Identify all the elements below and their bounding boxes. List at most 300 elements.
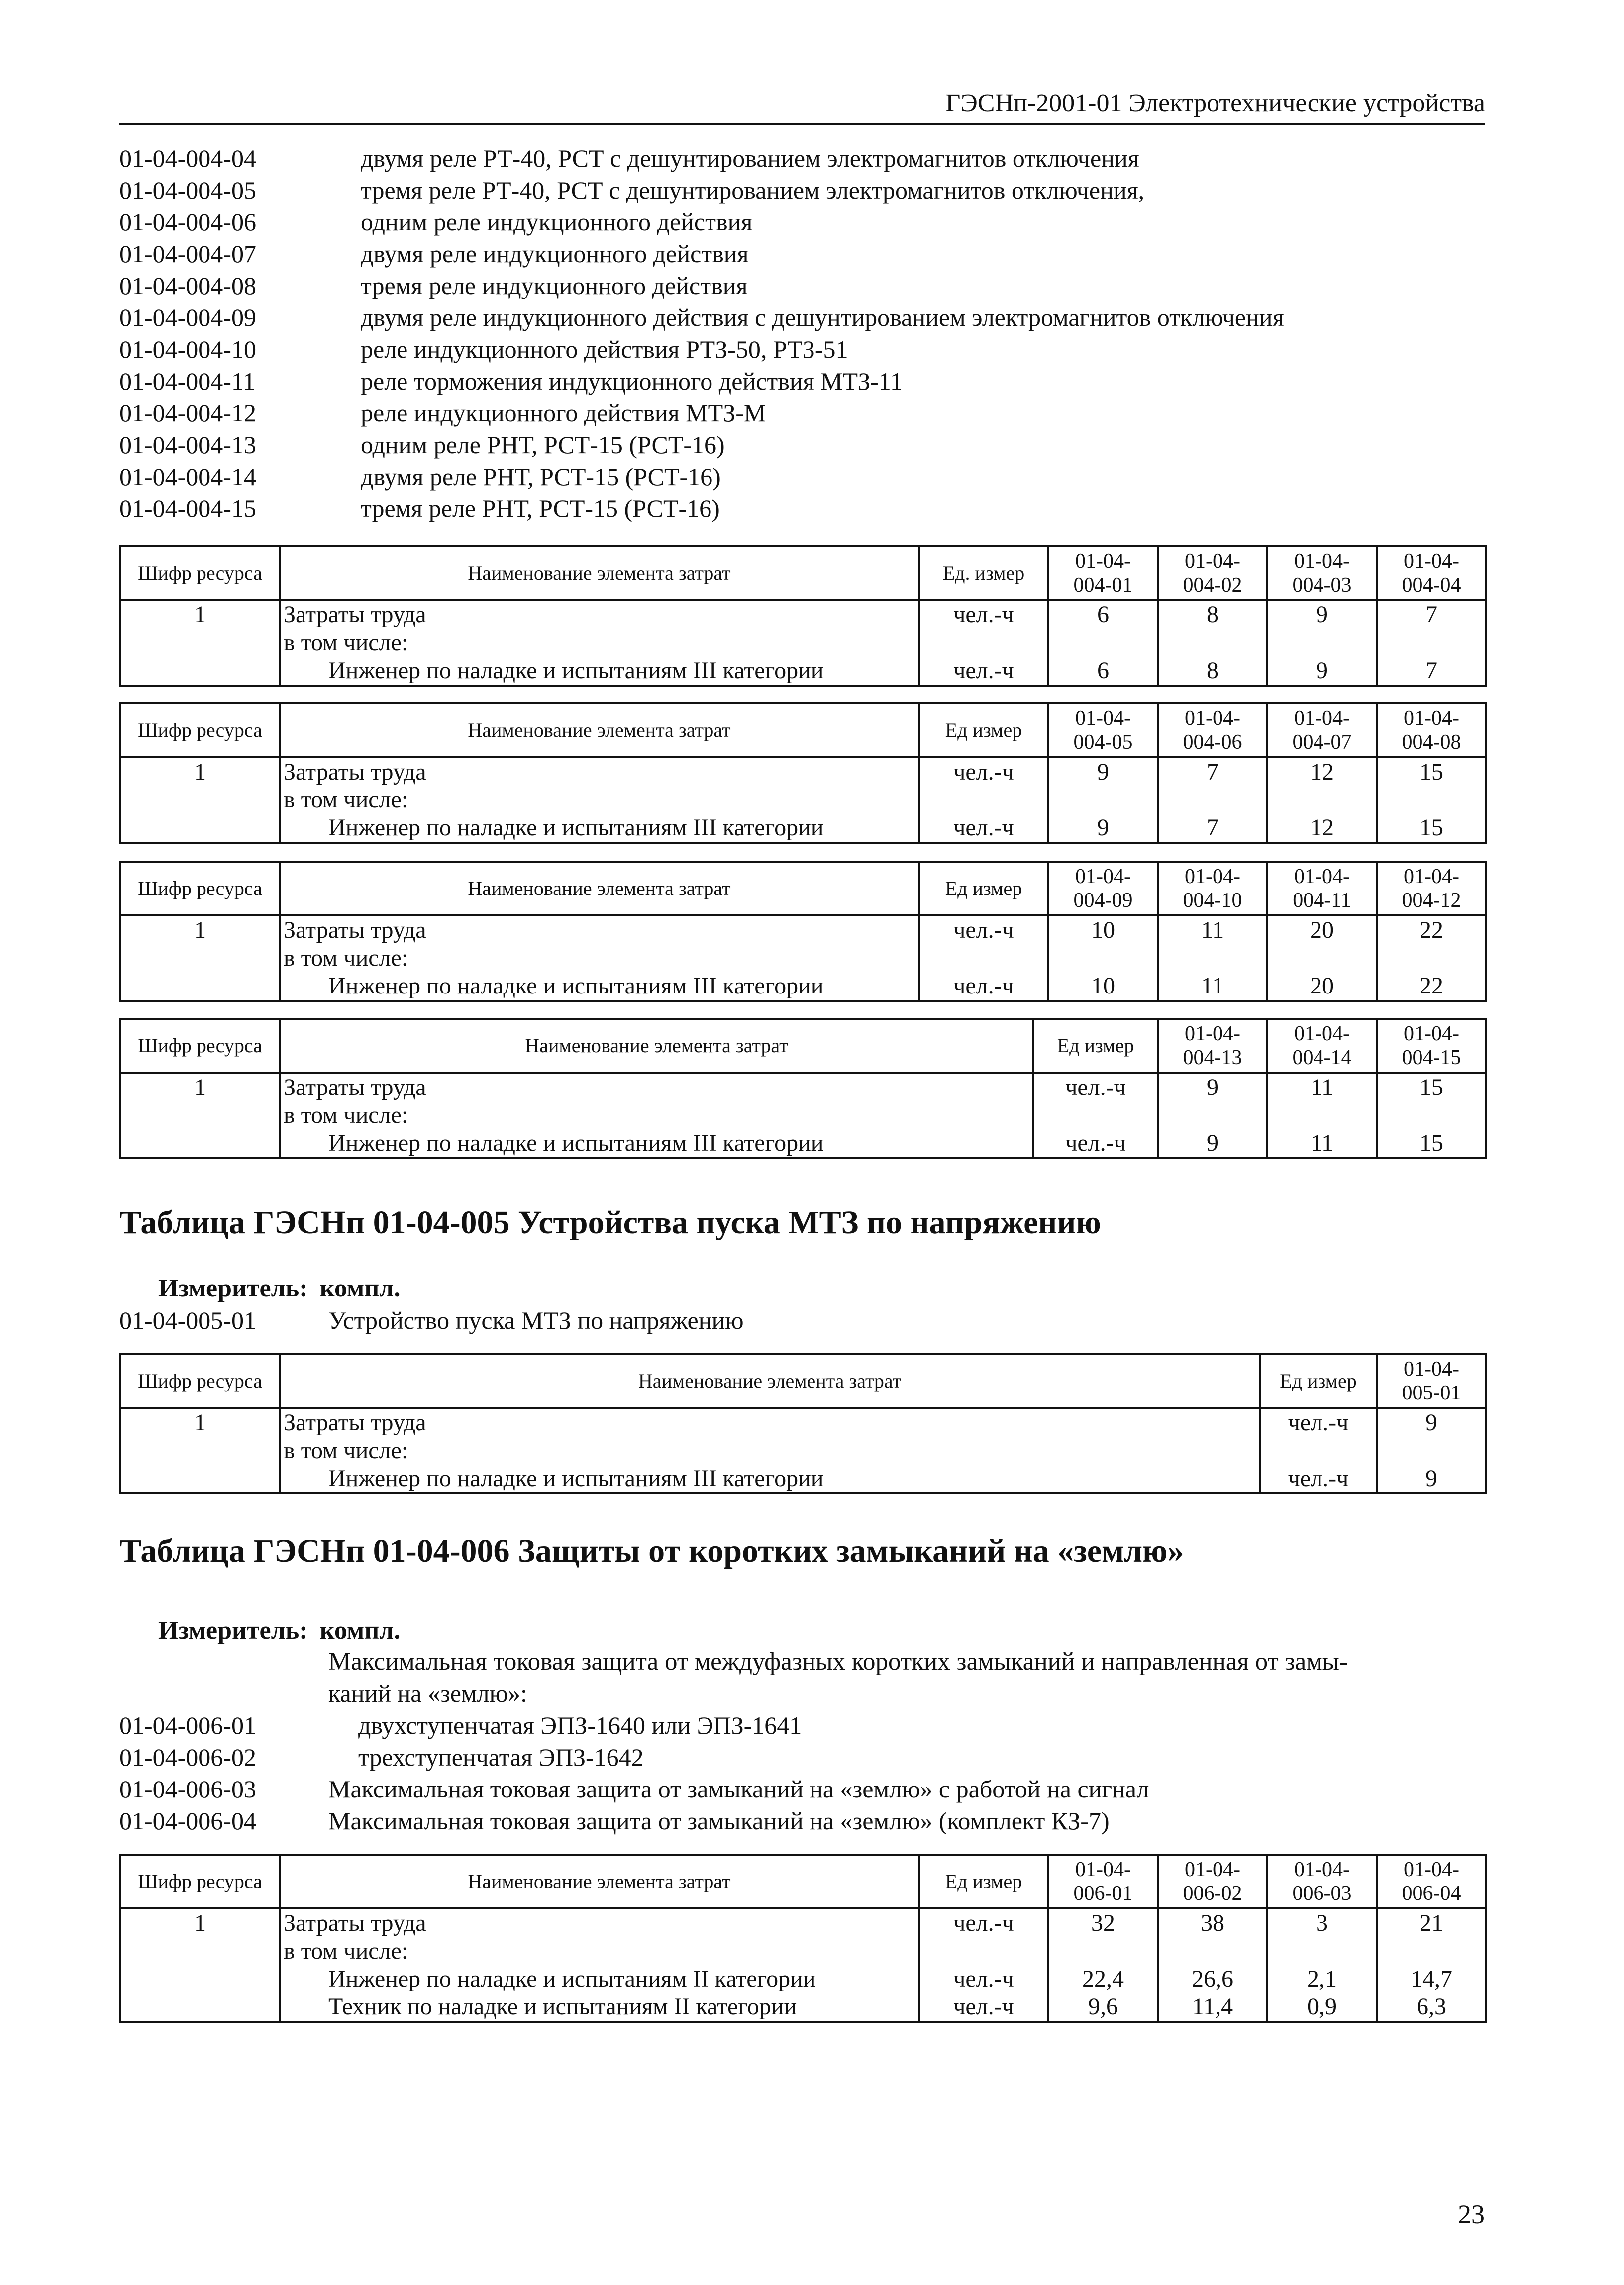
blank [1381,1101,1482,1129]
engineer-value: 7 [1207,814,1218,841]
norm-code-part: 004-15 [1402,1046,1461,1069]
norm-code: 01-04-004-09 [119,303,256,331]
list-item [119,1805,1485,1837]
element-name-cell [280,915,919,1001]
table-row [120,1073,1486,1158]
labor-value: 12 [1310,759,1334,785]
column-header-norm [1048,546,1158,600]
engineer-value: 11 [1310,1130,1334,1156]
unit-value: чел.-ч [953,1993,1014,2020]
blank [1162,1101,1263,1129]
unit-value [1037,1101,1154,1129]
norm-desc: тремя реле РНТ, РСТ-15 (РСТ-16) [361,495,720,522]
norm-code-part: 006-02 [1183,1882,1242,1905]
norm-code-part: 004-01 [1073,574,1133,596]
list-item [119,174,1485,206]
column-header-element: Наименование элемента затрат [280,1855,919,1908]
column-header-norm [1048,703,1158,757]
element-name: Инженер по наладке и испытаниям II категории [328,1966,816,1992]
norm-code-part: 01-04- [1404,550,1459,573]
column-header-norm [1377,1019,1486,1073]
resource-cipher-cell [120,1073,280,1158]
column-header-cipher: Шифр ресурса [120,1019,280,1073]
table-row [120,600,1486,686]
resource-table-005 [119,1353,1487,1494]
norm-code-part: 006-04 [1402,1882,1461,1905]
engineer-value: 2,1 [1307,1966,1337,1992]
list-item [119,429,1485,461]
engineer-value: 26,6 [1192,1966,1233,1992]
blank [1162,629,1263,657]
intro-006 [328,1646,1485,1709]
header-row [120,1019,1486,1073]
engineer-value: 11 [1201,973,1224,999]
norm-desc: реле индукционного действия МТЗ-М [361,399,766,427]
column-header-cipher: Шифр ресурса [120,703,280,757]
norm-code-part: 004-03 [1292,574,1352,596]
list-item [119,333,1485,365]
norm-code-part: 004-08 [1402,731,1461,754]
resource-cipher-cell [120,915,280,1001]
labor-value: 9 [1316,601,1328,628]
norm-list-006 [119,1709,1485,1837]
norm-code-part: 01-04- [1294,865,1350,888]
element-name: Затраты труда [284,759,426,785]
unit-cell [1033,1073,1158,1158]
unit-cell [919,600,1048,686]
engineer-value: 9 [1425,1465,1437,1491]
value-cell [1048,600,1158,686]
column-header-norm [1048,862,1158,915]
value-cell [1267,915,1377,1001]
blank [1381,786,1482,814]
norm-code-part: 01-04- [1404,707,1459,730]
section-005-title: Таблица ГЭСНп 01-04-005 Устройства пуска МТЗ по напряжению [119,1204,1101,1241]
norm-list-004 [119,142,1485,524]
norm-code-part: 004-05 [1073,731,1133,754]
column-header-norm [1377,546,1486,600]
value-cell [1158,757,1267,843]
labor-value: 7 [1425,601,1437,628]
engineer-value: 9 [1316,657,1328,684]
element-name: Инженер по наладке и испытаниям III категории [328,657,824,684]
blank [1381,1437,1482,1465]
labor-value: 6 [1097,601,1109,628]
labor-value: 7 [1207,759,1218,785]
page-number: 23 [1458,2199,1485,2229]
column-header-norm [1377,862,1486,915]
blank [1052,786,1154,814]
technician-value: 9,6 [1088,1993,1118,2020]
resource-table-006 [119,1854,1487,2023]
norm-code: 01-04-004-08 [119,272,256,299]
labor-value: 8 [1207,601,1218,628]
labor-value: 22 [1420,917,1443,943]
norm-code-part: 01-04- [1404,1358,1459,1381]
column-header-norm [1377,1855,1486,1908]
norm-desc: двумя реле индукционного действия с дешунтированием электромагнитов отключения [361,303,1284,331]
norm-code-part: 01-04- [1294,707,1350,730]
blank [1052,629,1154,657]
list-item [119,493,1485,524]
value-cell [1377,1908,1486,2022]
unit-value [923,944,1044,972]
element-name: Инженер по наладке и испытаниям III категории [328,1130,824,1156]
norm-code-part: 01-04- [1185,707,1240,730]
labor-value: 9 [1425,1409,1437,1436]
value-cell [1267,1908,1377,2022]
element-name: Инженер по наладке и испытаниям III категории [328,1465,824,1491]
unit-value [923,786,1044,814]
norm-code-part: 006-03 [1292,1882,1352,1905]
column-header-norm [1158,1019,1267,1073]
norm-code-part: 01-04- [1294,550,1350,573]
unit-value: чел.-ч [953,1910,1014,1936]
header-row [120,1855,1486,1908]
element-name: в том числе: [284,1938,408,1964]
column-header-unit: Ед измер [1260,1354,1377,1408]
running-header: ГЭСНп-2001-01 Электротехнические устройства [119,84,1485,125]
blank [1271,944,1373,972]
list-item [119,206,1485,238]
norm-code-part: 004-13 [1183,1046,1242,1069]
header-row [120,1354,1486,1408]
labor-value: 10 [1091,917,1115,943]
norm-code-part: 004-06 [1183,731,1242,754]
value-cell [1267,600,1377,686]
element-name: Затраты труда [284,1074,426,1100]
unit-cell [919,1908,1048,2022]
resource-table-004-05-08 [119,702,1487,844]
labor-value: 15 [1420,759,1443,785]
resource-cipher: 1 [194,1910,206,1936]
norm-code: 01-04-004-07 [119,240,256,268]
technician-value: 6,3 [1417,1993,1446,2020]
value-cell [1377,757,1486,843]
element-name: Затраты труда [284,1910,426,1936]
norm-code-part: 01-04- [1075,865,1131,888]
norm-code: 01-04-006-01 [119,1711,256,1739]
norm-code-part: 01-04- [1404,1022,1459,1045]
blank [1162,786,1263,814]
norm-code-part: 004-12 [1402,889,1461,912]
engineer-value: 12 [1310,814,1334,841]
blank [1052,944,1154,972]
labor-value: 20 [1310,917,1334,943]
value-cell [1267,1073,1377,1158]
engineer-value: 15 [1420,1130,1443,1156]
engineer-value: 15 [1420,814,1443,841]
unit-value: чел.-ч [953,657,1014,684]
norm-code-part: 01-04- [1404,865,1459,888]
resource-cipher-cell [120,1408,280,1493]
list-item [119,301,1485,333]
column-header-element: Наименование элемента затрат [280,703,919,757]
norm-code: 01-04-004-10 [119,335,256,363]
element-name: Затраты труда [284,917,426,943]
value-cell [1048,915,1158,1001]
value-cell [1377,915,1486,1001]
column-header-norm [1377,703,1486,757]
list-item [119,238,1485,270]
norm-desc: тремя реле РТ-40, РСТ с дешунтированием электромагнитов отключения, [361,176,1145,204]
labor-value: 9 [1097,759,1109,785]
norm-desc: трехступенчатая ЭПЗ-1642 [358,1743,644,1771]
norm-desc: двумя реле РНТ, РСТ-15 (РСТ-16) [361,463,721,491]
norm-code-part: 01-04- [1075,1858,1131,1881]
column-header-unit: Ед измер [1033,1019,1158,1073]
norm-code: 01-04-004-04 [119,144,256,172]
element-name: в том числе: [284,1437,408,1464]
unit-value [923,629,1044,657]
engineer-value: 22 [1420,973,1443,999]
section-006-title: Таблица ГЭСНп 01-04-006 Защиты от коротких замыканий на «землю» [119,1533,1184,1569]
list-item [119,397,1485,429]
norm-list-005 [119,1304,1485,1336]
unit-value [1264,1437,1373,1465]
list-item [119,1741,1485,1773]
norm-code-part: 01-04- [1185,1022,1240,1045]
blank [1162,944,1263,972]
value-cell [1377,1408,1486,1493]
column-header-element: Наименование элемента затрат [280,862,919,915]
value-cell [1158,600,1267,686]
element-name: Затраты труда [284,601,426,628]
labor-value: 3 [1316,1910,1328,1936]
engineer-value: 9 [1207,1130,1218,1156]
norm-code: 01-04-006-02 [119,1743,256,1771]
norm-desc: тремя реле индукционного действия [361,272,748,299]
table-row [120,1908,1486,2022]
engineer-value: 9 [1097,814,1109,841]
header-row [120,546,1486,600]
column-header-norm [1158,862,1267,915]
element-name-cell [280,757,919,843]
unit-value: чел.-ч [1065,1130,1126,1156]
norm-code: 01-04-004-06 [119,208,256,236]
value-cell [1377,600,1486,686]
blank [1271,629,1373,657]
column-header-norm [1158,546,1267,600]
element-name-cell [280,1908,919,2022]
column-header-norm [1267,1855,1377,1908]
intro-line: каний на «землю»: [328,1680,527,1707]
norm-desc: реле торможения индукционного действия МТЗ-11 [361,367,903,395]
column-header-norm [1267,546,1377,600]
element-name: в том числе: [284,787,408,813]
element-name: в том числе: [284,945,408,971]
element-name: Инженер по наладке и испытаниям III категории [328,973,824,999]
unit-value: чел.-ч [953,973,1014,999]
blank [1381,1937,1482,1965]
column-header-unit: Ед. измер [919,546,1048,600]
element-name: в том числе: [284,629,408,656]
measure-value: компл. [319,1616,401,1645]
element-name-cell [280,1073,1033,1158]
norm-code-part: 006-01 [1073,1882,1133,1905]
unit-cell [919,757,1048,843]
list-item [119,1773,1485,1805]
column-header-norm [1048,1855,1158,1908]
norm-code-part: 004-11 [1293,889,1351,912]
blank [1271,1101,1373,1129]
unit-cell [919,915,1048,1001]
norm-code-part: 004-04 [1402,574,1461,596]
element-name: в том числе: [284,1102,408,1128]
norm-desc: Устройство пуска МТЗ по напряжению [328,1306,744,1334]
norm-code-part: 01-04- [1294,1022,1350,1045]
norm-desc: Максимальная токовая защита от замыканий на «землю» с работой на сигнал [328,1775,1149,1803]
resource-cipher: 1 [194,601,206,628]
norm-code-part: 004-07 [1292,731,1352,754]
column-header-cipher: Шифр ресурса [120,546,280,600]
norm-code-part: 01-04- [1185,865,1240,888]
norm-code-part: 01-04- [1075,550,1131,573]
column-header-unit: Ед измер [919,1855,1048,1908]
measure-label: Измеритель: [158,1274,308,1302]
engineer-value: 20 [1310,973,1334,999]
resource-cipher-cell [120,1908,280,2022]
labor-value: 32 [1091,1910,1115,1936]
resource-cipher: 1 [194,759,206,785]
engineer-value: 8 [1207,657,1218,684]
unit-value: чел.-ч [1065,1074,1126,1100]
labor-value: 11 [1310,1074,1334,1100]
column-header-norm [1267,1019,1377,1073]
engineer-value: 22,4 [1082,1966,1124,1992]
blank [1381,629,1482,657]
resource-cipher: 1 [194,1074,206,1100]
column-header-norm [1158,1855,1267,1908]
list-item [119,461,1485,493]
element-name: Затраты труда [284,1409,426,1436]
column-header-norm [1267,703,1377,757]
norm-code: 01-04-004-12 [119,399,256,427]
column-header-unit: Ед измер [919,703,1048,757]
norm-code-part: 01-04- [1404,1858,1459,1881]
value-cell [1048,757,1158,843]
norm-desc: двумя реле РТ-40, РСТ с дешунтированием электромагнитов отключения [361,144,1139,172]
resource-table-004-09-12 [119,861,1487,1002]
unit-value: чел.-ч [953,601,1014,628]
value-cell [1158,1908,1267,2022]
measure-value: компл. [319,1274,401,1302]
element-name: Инженер по наладке и испытаниям III категории [328,814,824,841]
technician-value: 11,4 [1192,1993,1233,2020]
engineer-value: 6 [1097,657,1109,684]
norm-code-part: 004-02 [1183,574,1242,596]
norm-desc: Максимальная токовая защита от замыканий на «землю» (комплект КЗ-7) [328,1807,1110,1835]
column-header-cipher: Шифр ресурса [120,1354,280,1408]
resource-cipher: 1 [194,1409,206,1436]
norm-code-part: 01-04- [1185,550,1240,573]
column-header-cipher: Шифр ресурса [120,862,280,915]
header-row [120,862,1486,915]
blank [1381,944,1482,972]
resource-cipher-cell [120,600,280,686]
norm-desc: двумя реле индукционного действия [361,240,749,268]
column-header-element: Наименование элемента затрат [280,1019,1033,1073]
norm-code: 01-04-004-15 [119,495,256,522]
resource-cipher-cell [120,757,280,843]
element-name-cell [280,1408,1260,1493]
engineer-value: 10 [1091,973,1115,999]
list-item [119,365,1485,397]
norm-code: 01-04-004-14 [119,463,256,491]
value-cell [1267,757,1377,843]
measure-label: Измеритель: [158,1616,308,1645]
measure-005 [158,1274,400,1303]
element-name: Техник по наладке и испытаниям II категории [328,1993,797,2020]
labor-value: 38 [1201,1910,1224,1936]
list-item [119,142,1485,174]
blank [1052,1937,1154,1965]
norm-desc: двухступенчатая ЭПЗ-1640 или ЭПЗ-1641 [358,1711,802,1739]
norm-code-part: 01-04- [1185,1858,1240,1881]
list-item [119,270,1485,301]
unit-value: чел.-ч [953,1966,1014,1992]
norm-code-part: 01-04- [1075,707,1131,730]
table-row [120,915,1486,1001]
blank [1162,1937,1263,1965]
value-cell [1048,1908,1158,2022]
unit-value: чел.-ч [1288,1409,1349,1436]
norm-code-part: 005-01 [1402,1382,1461,1404]
column-header-norm [1158,703,1267,757]
resource-table-004-01-04 [119,545,1487,687]
unit-value: чел.-ч [953,814,1014,841]
unit-value: чел.-ч [1288,1465,1349,1491]
engineer-value: 7 [1425,657,1437,684]
column-header-unit: Ед измер [919,862,1048,915]
norm-desc: одним реле РНТ, РСТ-15 (РСТ-16) [361,431,725,459]
unit-cell [1260,1408,1377,1493]
labor-value: 11 [1201,917,1224,943]
value-cell [1158,1073,1267,1158]
norm-code-part: 01-04- [1294,1858,1350,1881]
norm-code-part: 004-10 [1183,889,1242,912]
value-cell [1377,1073,1486,1158]
norm-desc: реле индукционного действия РТЗ-50, РТЗ-51 [361,335,848,363]
norm-code: 01-04-004-11 [119,367,256,395]
table-row [120,1408,1486,1493]
blank [1271,1937,1373,1965]
unit-value: чел.-ч [953,917,1014,943]
technician-value: 0,9 [1307,1993,1337,2020]
resource-cipher: 1 [194,917,206,943]
norm-code: 01-04-006-04 [119,1807,256,1835]
element-name-cell [280,600,919,686]
norm-code: 01-04-006-03 [119,1775,256,1803]
labor-value: 21 [1420,1910,1443,1936]
resource-table-004-13-15 [119,1018,1487,1159]
column-header-element: Наименование элемента затрат [280,1354,1260,1408]
column-header-norm [1267,862,1377,915]
value-cell [1158,915,1267,1001]
column-header-element: Наименование элемента затрат [280,546,919,600]
intro-line: Максимальная токовая защита от междуфазных коротких замыканий и направленная от замы- [328,1648,1348,1676]
measure-006 [158,1616,400,1645]
norm-code: 01-04-004-13 [119,431,256,459]
list-item [119,1709,1485,1741]
norm-code-part: 004-14 [1292,1046,1352,1069]
header-row [120,703,1486,757]
labor-value: 15 [1420,1074,1443,1100]
column-header-cipher: Шифр ресурса [120,1855,280,1908]
norm-code-part: 004-09 [1073,889,1133,912]
labor-value: 9 [1207,1074,1218,1100]
norm-code: 01-04-005-01 [119,1306,256,1334]
